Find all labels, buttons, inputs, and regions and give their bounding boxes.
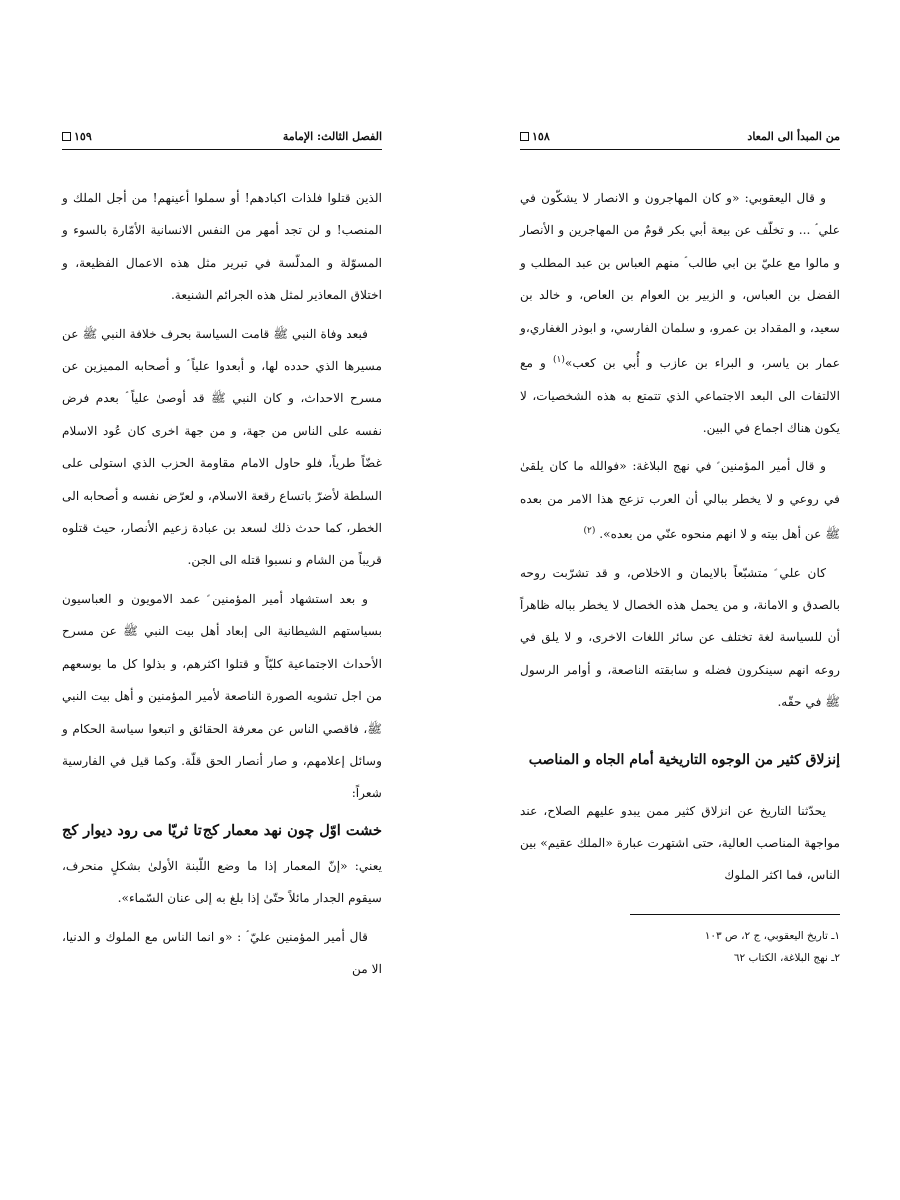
- page-159: [62, 130, 382, 991]
- running-title: الفصل الثالث: الإمامة: [282, 130, 382, 143]
- running-title: من المبدأ الى المعاد: [747, 130, 840, 143]
- page-number: [62, 130, 92, 143]
- paragraph: يحدّثنا التاريخ عن انزلاق كثير ممن يبدو عليهم الصلاح، عند مواجهة المناصب العالية، حتى اشتهرت عبارة «الملك عقيم» بين الناس، فما اكثر الملوك: [520, 803, 840, 883]
- page-158: [520, 130, 840, 969]
- paragraph: كان علي ؑ متشبّعاً بالايمان و الاخلاص، و قد تشرّبت روحه بالصدق و الامانة، و من يحمل هذه الخصال لا يخطر بباله ظاهراً أن للسياسة لغة تختلف عن سائر اللغات الاخرى، و لا يلق في روعه انهم سينكرون فضله و سابقته الناصعة، و أوامر الرسول ﷺ في حقّه.: [520, 565, 840, 710]
- page-number: [520, 130, 550, 143]
- page-number-text: ١٥٨: [532, 130, 550, 143]
- paragraph: فبعد وفاة النبي ﷺ قامت السياسة بحرف خلافة النبي ﷺ عن مسيرها الذي حدده لها، و أبعدوا علياً ؑ و أصحابه المميزين عن مسرح الاحداث، و كان النبي ﷺ قد أوصىٰ علياً ؑ بعدم فرض نفسه على الناس من جهة، و من جهة اخرى كان عُود الاسلام غضّاً طرياً، فلو حاول الامام مقاومة الحزب الذي استولى على السلطة لأضرّ باتساع رقعة الاسلام، و لعرّض نفسه و أصحابه الى الخطر، كما حدث ذلك لسعد بن عبادة زعيم الأنصار، حيث قتلوه قريباً من الشام و نسبوا قتله الى الجن.: [62, 326, 382, 568]
- paragraph: [520, 450, 840, 550]
- paragraph-text: و قال أمير المؤمنين ؑ في نهج البلاغة: «فوالله ما كان يلقىٰ في روعي و لا يخطر ببالي أن العرب تزعج هذا الامر من بعده ﷺ عن أهل بيته و لا انهم منحوه عنّي من بعده».: [520, 459, 840, 542]
- poem-hemistich-2: تا ثريّا مى رود ديوار كج: [62, 821, 202, 839]
- footnote-mark: (١): [553, 355, 565, 366]
- footnote-1: ١ـ تاريخ اليعقوبي، ج ٢، ص ١٠٣: [704, 929, 840, 942]
- paragraph: قال أمير المؤمنين عليّ ؑ : «و انما الناس مع الملوك و الدنيا، الا من: [62, 929, 382, 976]
- page-number-text: ١٥٩: [74, 130, 92, 143]
- square-marker-icon: [62, 132, 71, 141]
- paragraph: يعني: «إنّ المعمار إذا ما وضع اللّبنة الأولىٰ بشكلٍ منحرف، سيقوم الجدار مائلاً حتّىٰ إذا بلغ به إلى عنان السّماء».: [62, 858, 382, 906]
- footnote-2: ٢ـ نهج البلاغة، الكتاب ٦٢: [733, 951, 840, 964]
- page-header: [62, 130, 382, 150]
- paragraph-text: و قال اليعقوبي: «و كان المهاجرون و الانصار لا يشكّون في علي ؑ ... و تخلّف عن بيعة أبي بكر قومٌ من المهاجرين و الأنصار و مالوا مع عليّ بن ابي طالب ؑ منهم العباس بن عبد المطلب و الفضل بن العباس، و الزبير بن العوام بن العاص، و خالد بن سعيد، و المقداد بن عمرو، و سلمان الفارسي، و ابوذر الغفاري،و عمار بن ياسر، و البراء بن عازب و أُبي بن كعب»: [520, 191, 840, 371]
- paragraph: [520, 182, 840, 444]
- page-header: [520, 130, 840, 150]
- section-heading: إنزلاق كثير من الوجوه التاريخية أمام الجاه و المناصب: [528, 751, 840, 768]
- footnote-mark: (٢): [583, 526, 596, 537]
- paragraph: الذين قتلوا فلذات اكبادهم! أو سملوا أعينهم! من أجل الملك و المنصب! و لن تجد أمهر من النفس الانسانية الأمّارة بالسوء و المسوّلة و المدلّسة في تبرير مثل هذه الاعمال الفظيعة، و اختلاق المعاذير لمثل هذه الجرائم الشنيعة.: [62, 191, 382, 303]
- persian-poem: [62, 816, 382, 846]
- paragraph: و بعد استشهاد أمير المؤمنين ؑ عمد الامويون و العباسيون بسياستهم الشيطانية الى إبعاد أهل بيت النبي ﷺ عن مسرح الأحداث الاجتماعية كليّاً و قتلوا اكثرهم، و بذلوا كل ما بوسعهم من اجل تشويه الصورة الناصعة لأمير المؤمنين و أهل بيت النبي ﷺ، فاقصي الناس عن معرفة الحقائق و اتبعوا سياسة الحكام و وسائل إعلامهم، و صار أنصار الحق قلّة. وكما قيل في الفارسية شعراً:: [62, 591, 382, 801]
- footnotes: [630, 914, 840, 969]
- square-marker-icon: [520, 132, 529, 141]
- poem-hemistich-1: خشت اوّل چون نهد معمار كج: [202, 821, 382, 839]
- paragraph-text: و مع الالتفات الى البعد الاجتماعي الذي تتمتع به هذه الشخصيات، لا يكون هناك اجماع في البين.: [520, 356, 840, 435]
